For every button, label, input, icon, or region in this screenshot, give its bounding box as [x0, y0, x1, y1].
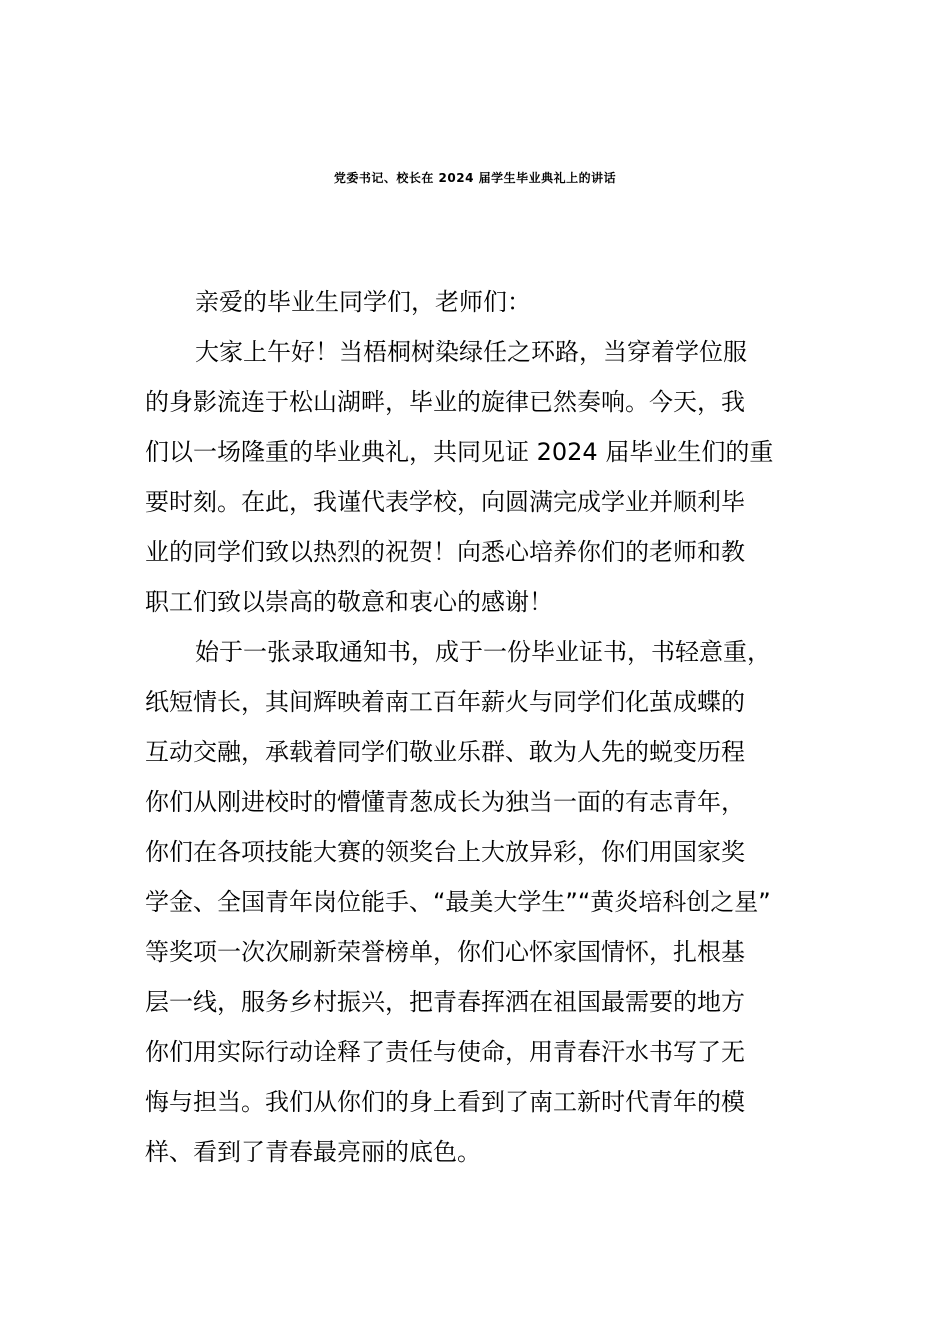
body-line: 你们在各项技能大赛的领奖台上大放异彩，你们用国家奖: [145, 838, 745, 866]
body-line: 你们从刚进校时的懵懂青葱成长为独当一面的有志青年，: [145, 788, 745, 816]
body-line: 始于一张录取通知书，成于一份毕业证书，书轻意重，: [195, 638, 771, 666]
body-line: 大家上午好！当梧桐树染绿任之环路，当穿着学位服: [195, 338, 747, 366]
body-line: 悔与担当。我们从你们的身上看到了南工新时代青年的模: [145, 1088, 745, 1116]
body-line: 等奖项一次次刷新荣誉榜单，你们心怀家国情怀，扎根基: [145, 938, 745, 966]
body-line: 们以一场隆重的毕业典礼，共同见证 2024 届毕业生们的重: [145, 438, 774, 466]
body-line: 样、看到了青春最亮丽的底色。: [145, 1138, 481, 1166]
body-line: 学金、全国青年岗位能手、“最美大学生”“黄炎培科创之星”: [145, 888, 771, 916]
body-line: 亲爱的毕业生同学们，老师们：: [195, 288, 531, 316]
body-line: 业的同学们致以热烈的祝贺！向悉心培养你们的老师和教: [145, 538, 745, 566]
body-line: 层一线，服务乡村振兴，把青春挥洒在祖国最需要的地方: [145, 988, 745, 1016]
body-line: 要时刻。在此，我谨代表学校，向圆满完成学业并顺利毕: [145, 488, 745, 516]
body-line: 职工们致以崇高的敬意和衷心的感谢！: [145, 588, 553, 616]
body-line: 互动交融，承载着同学们敬业乐群、敢为人先的蜕变历程: [145, 738, 745, 766]
document-title: 党委书记、校长在 2024 届学生毕业典礼上的讲话: [333, 171, 617, 185]
body-line: 你们用实际行动诠释了责任与使命，用青春汗水书写了无: [145, 1038, 745, 1066]
body-line: 纸短情长，其间辉映着南工百年薪火与同学们化茧成蝶的: [145, 688, 745, 716]
body-line: 的身影流连于松山湖畔，毕业的旋律已然奏响。今天，我: [145, 388, 745, 416]
